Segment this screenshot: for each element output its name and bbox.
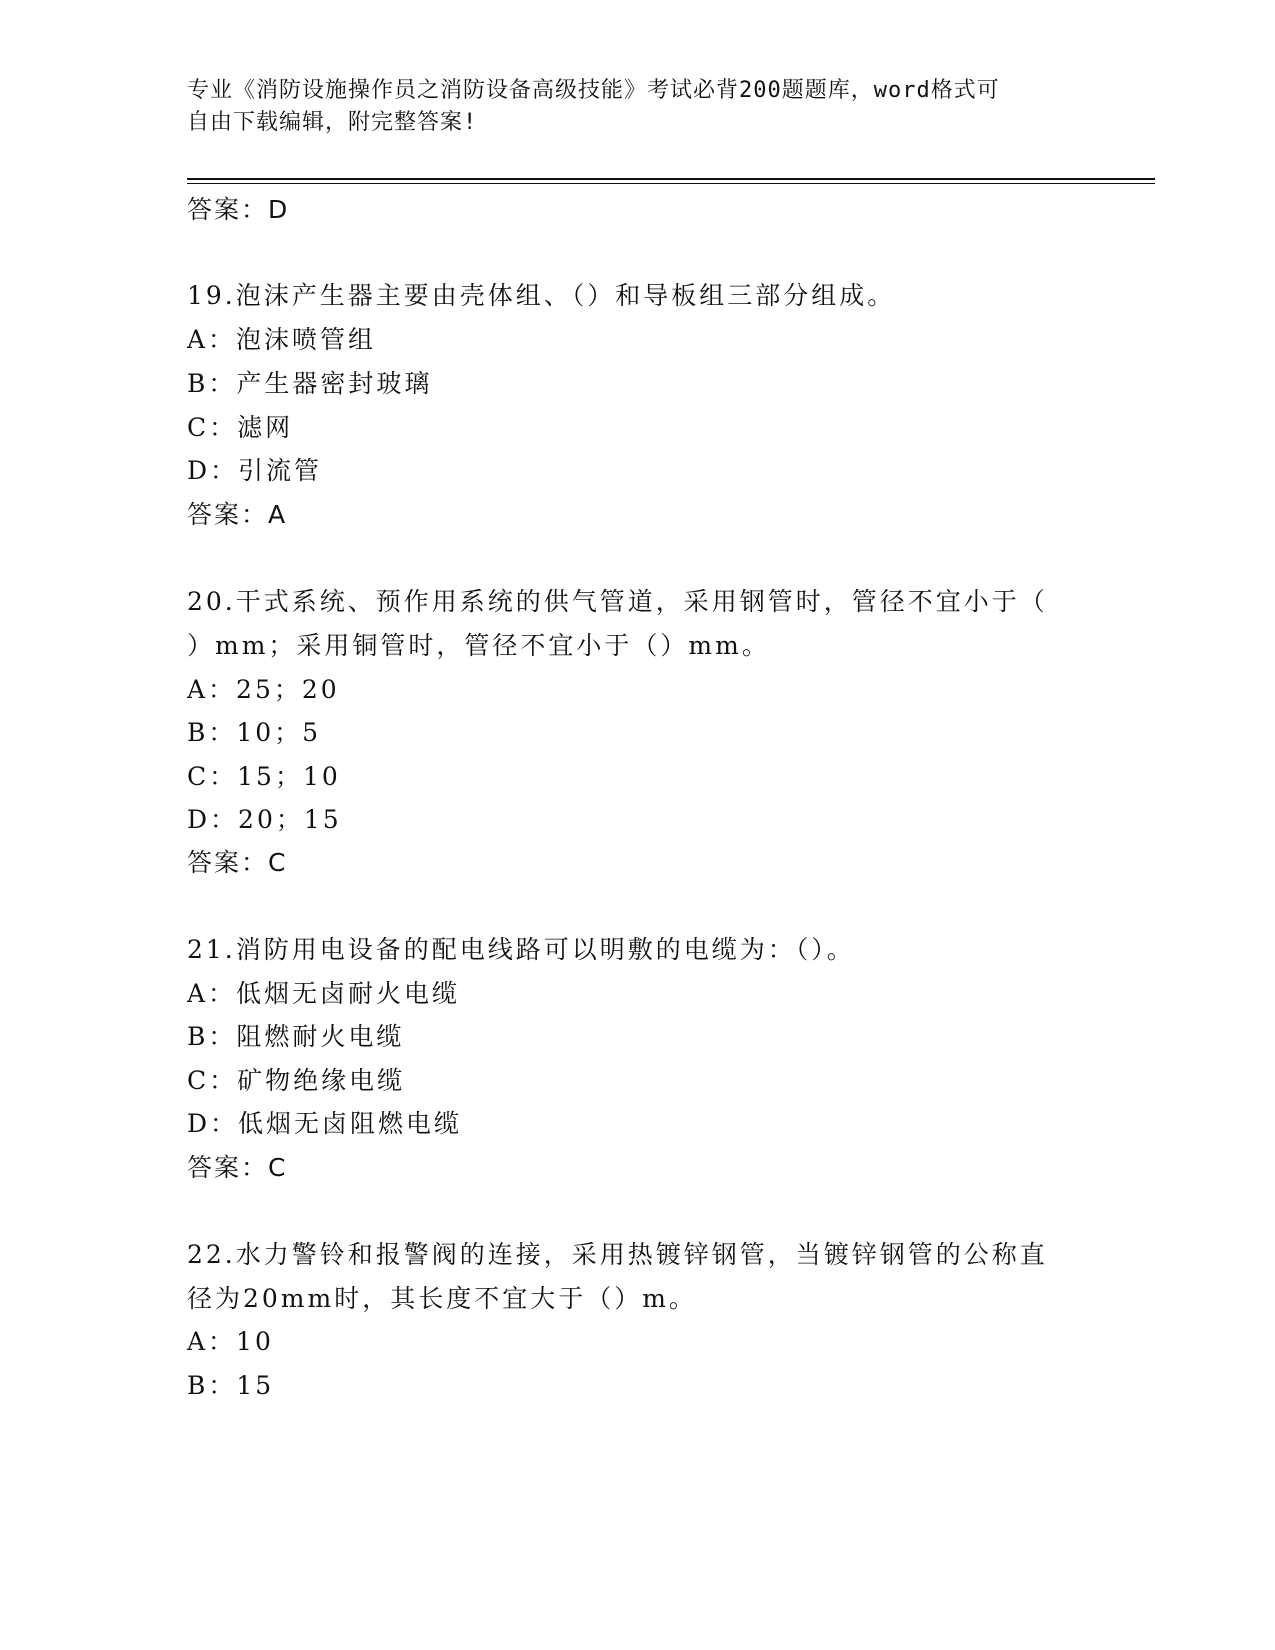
option-d: D：20；15 — [187, 805, 342, 834]
question-stem: 21.消防用电设备的配电线路可以明敷的电缆为：（）。 — [187, 935, 855, 964]
option-c: C：15；10 — [187, 762, 341, 791]
header-divider-thick — [187, 178, 1155, 180]
page-header — [187, 75, 1067, 139]
option-a: A：25；20 — [187, 675, 340, 704]
option-b: B：15 — [187, 1371, 275, 1400]
question-stem: 22.水力警铃和报警阀的连接，采用热镀锌钢管，当镀锌钢管的公称直 — [187, 1240, 1048, 1269]
header-line-2: 自由下载编辑，附完整答案! — [187, 110, 478, 135]
option-b: B：10；5 — [187, 718, 322, 747]
question-stem-continued: 径为20mm时，其长度不宜大于（）m。 — [187, 1284, 697, 1313]
question-stem: 19.泡沫产生器主要由壳体组、（）和导板组三部分组成。 — [187, 281, 896, 310]
option-d: D：低烟无卤阻燃电缆 — [187, 1109, 463, 1138]
option-d: D：引流管 — [187, 456, 323, 485]
answer-line: 答案：A — [187, 500, 288, 529]
option-a: A：10 — [187, 1327, 274, 1356]
header-line-1: 专业《消防设施操作员之消防设备高级技能》考试必背200题题库，word格式可 — [187, 78, 1000, 103]
option-b: B：产生器密封玻璃 — [187, 369, 433, 398]
option-a: A：泡沫喷管组 — [187, 325, 377, 354]
answer-line: 答案：C — [187, 848, 288, 877]
option-b: B：阻燃耐火电缆 — [187, 1022, 405, 1051]
option-c: C：矿物绝缘电缆 — [187, 1066, 406, 1095]
answer-line: 答案：C — [187, 1153, 288, 1182]
option-a: A：低烟无卤耐火电缆 — [187, 979, 461, 1008]
answer-line: 答案：D — [187, 195, 290, 224]
question-stem-continued: ）mm；采用铜管时，管径不宜小于（）mm。 — [187, 631, 770, 660]
question-stem: 20.干式系统、预作用系统的供气管道，采用钢管时，管径不宜小于（ — [187, 587, 1048, 616]
option-c: C：滤网 — [187, 413, 294, 442]
header-divider-thin — [187, 183, 1155, 184]
